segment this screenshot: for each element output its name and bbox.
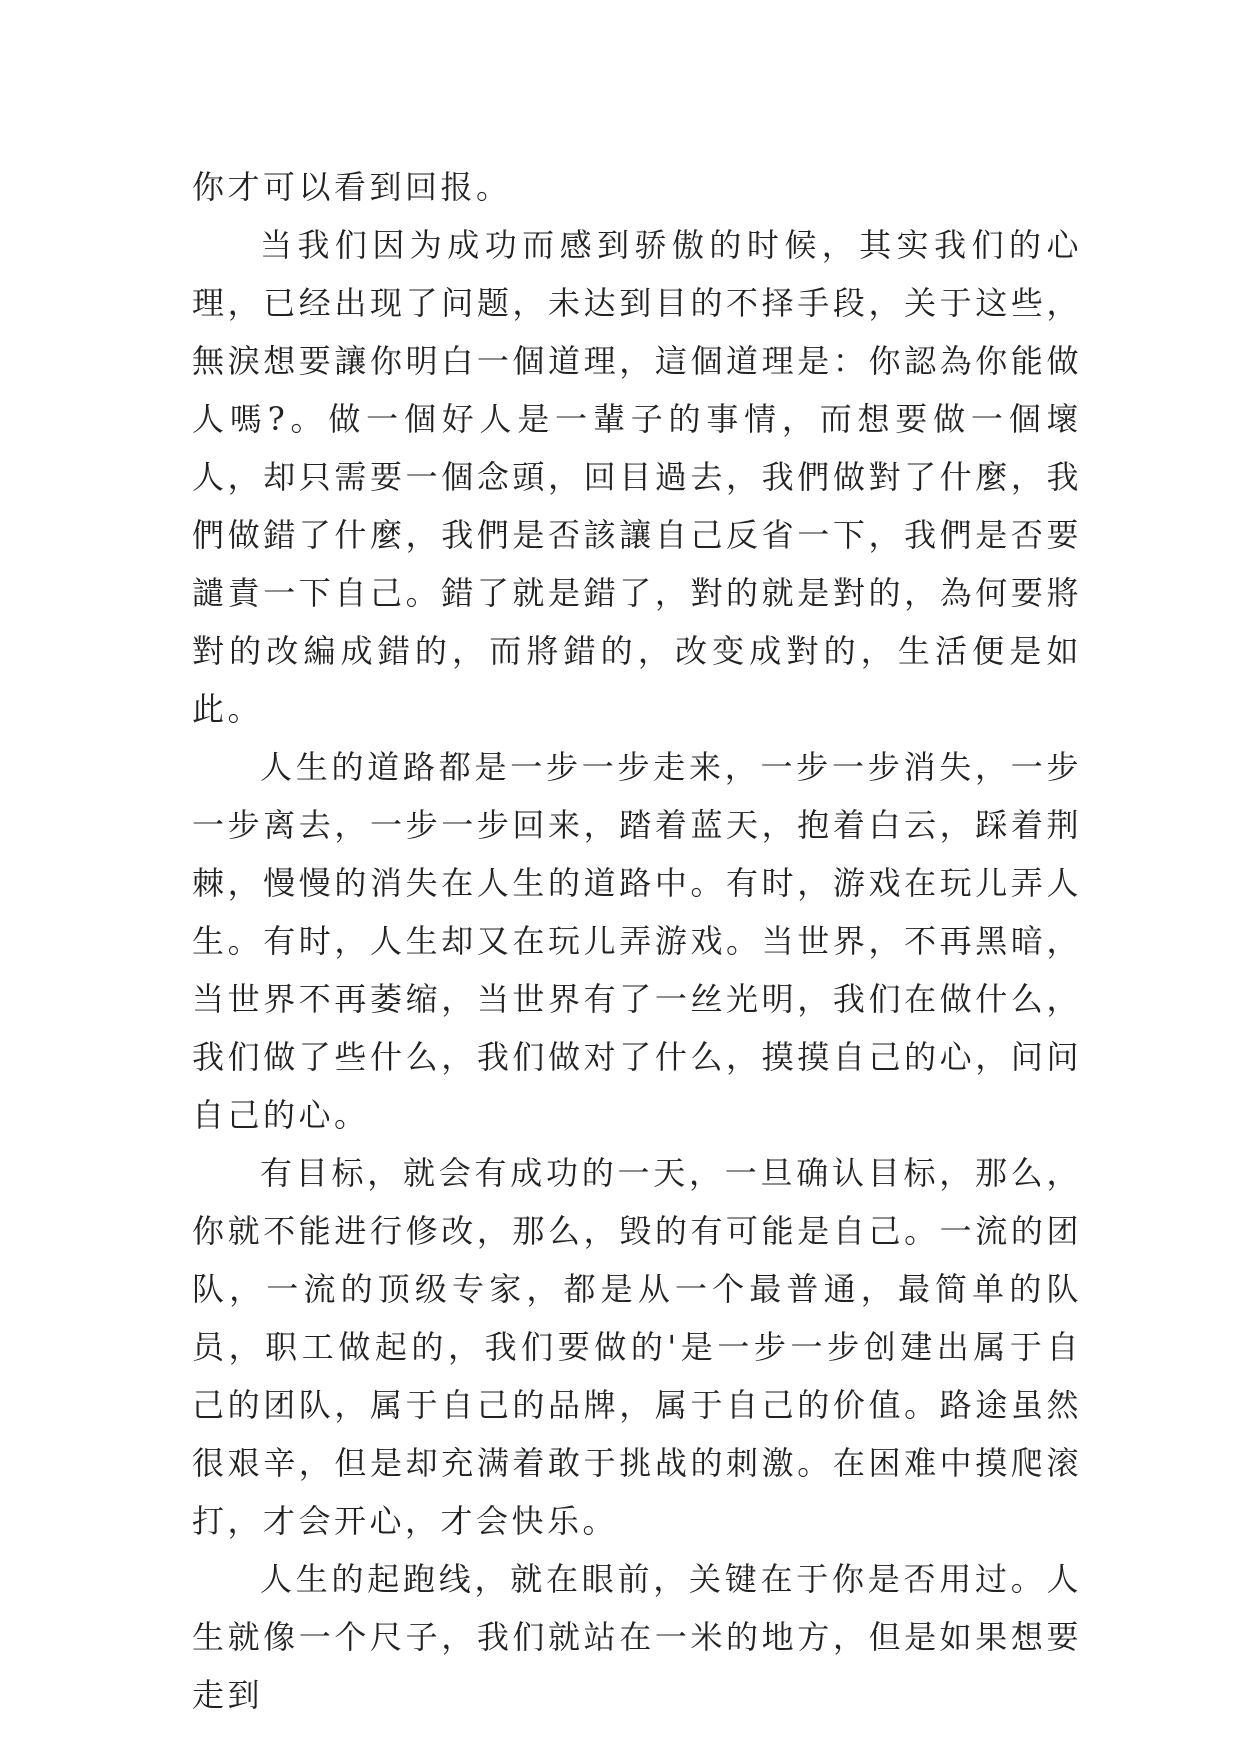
paragraph-1: 你才可以看到回报。: [192, 168, 512, 206]
paragraph-3: 人生的道路都是一步一步走来，一步一步消失，一步一步离去，一步一步回来，踏着蓝天，抱着白云，踩着荆棘，慢慢的消失在人生的道路中。有时，游戏在玩儿弄人生。有时，人生却又在玩儿弄游戏。当世界，不再黑暗，当世界不再萎缩，当世界有了一丝光明，我们在做什么，我们做了些什么，我们做对了什么，摸摸自己的心，问问自己的心。: [192, 748, 1082, 1134]
paragraph-2: 当我们因为成功而感到骄傲的时候，其实我们的心理，已经出现了问题，未达到目的不择手段，关于这些，無淚想要讓你明白一個道理，這個道理是：你認為你能做人嗎?。做一個好人是一輩子的事情，而想要做一個壞人，却只需要一個念頭，回目過去，我們做對了什麼，我們做錯了什麼，我們是否該讓自己反省一下，我們是否要譴責一下自己。錯了就是錯了，對的就是對的，為何要將對的改編成錯的，而將錯的，改变成對的，生活便是如此。: [192, 226, 1082, 728]
paragraph-5: 人生的起跑线，就在眼前，关键在于你是否用过。人生就像一个尺子，我们就站在一米的地方，但是如果想要走到: [192, 1560, 1082, 1714]
document-body: [192, 158, 1082, 1724]
paragraph-4: 有目标，就会有成功的一天，一旦确认目标，那么，你就不能进行修改，那么，毁的有可能是自己。一流的团队，一流的顶级专家，都是从一个最普通，最简单的队员，职工做起的，我们要做的'是一步一步创建出属于自己的团队，属于自己的品牌，属于自己的价值。路途虽然很艰辛，但是却充满着敢于挑战的刺激。在困难中摸爬滚打，才会开心，才会快乐。: [192, 1154, 1082, 1540]
